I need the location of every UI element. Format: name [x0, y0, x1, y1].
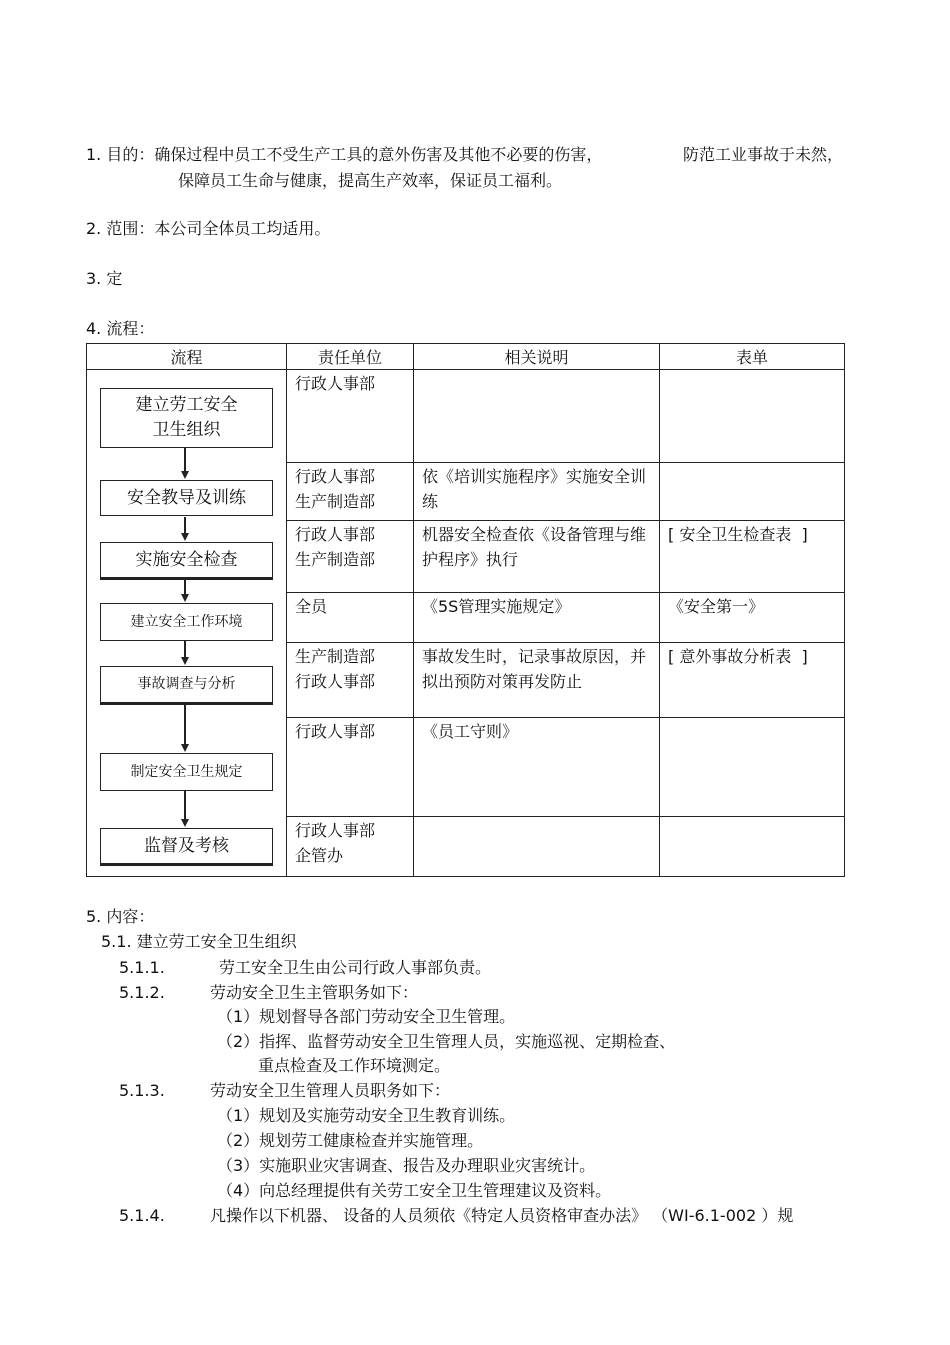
- flow-step-box: 安全教导及训练: [100, 480, 273, 516]
- list-item: （3）实施职业灾害调查、报告及办理职业灾害统计。: [217, 1156, 596, 1175]
- list-item: （2）规划劳工健康检查并实施管理。: [217, 1131, 484, 1150]
- flow-step-box: 事故调查与分析: [100, 666, 273, 705]
- row-unit: 行政人事部 生产制造部: [295, 525, 376, 569]
- row-unit: 全员: [295, 597, 328, 616]
- row-desc: [414, 817, 659, 818]
- row-form: [660, 718, 844, 719]
- arrow-down-icon: [181, 533, 189, 541]
- process-heading: 4. 流程：: [86, 319, 155, 338]
- list-item: （2）指挥、监督劳动安全卫生管理人员，实施巡视、定期检查、: [217, 1032, 676, 1051]
- flow-step-box: 实施安全检查: [100, 542, 273, 580]
- definition-line: 3. 定: [86, 269, 123, 288]
- clause-text: 劳动安全卫生主管职务如下：: [210, 983, 419, 1002]
- row-unit: 行政人事部 企管办: [295, 821, 376, 865]
- purpose-line-2: 保障员工生命与健康，提高生产效率，保证员工福利。: [178, 171, 563, 190]
- arrow-down-icon: [181, 819, 189, 827]
- arrow-down-icon: [181, 471, 189, 479]
- row-form: [660, 817, 844, 818]
- clause-number: 5.1.2.: [119, 983, 165, 1002]
- col-header-form: 表单: [660, 344, 845, 370]
- col-header-desc: 相关说明: [414, 344, 660, 370]
- row-unit: 行政人事部: [295, 722, 376, 741]
- clause-number: 5.1.4.: [119, 1206, 165, 1225]
- row-desc: 《员工守则》: [422, 722, 519, 741]
- purpose-line-1: 1. 目的：确保过程中员工不受生产工具的意外伤害及其他不必要的伤害，: [86, 145, 603, 164]
- flow-connector: [184, 705, 186, 745]
- col-header-flow: 流程: [87, 344, 287, 370]
- list-item-continuation: 重点检查及工作环境测定。: [258, 1056, 451, 1075]
- flow-connector: [184, 448, 186, 472]
- flow-step-box: 建立安全工作环境: [100, 603, 273, 641]
- flow-connector: [184, 517, 186, 534]
- purpose-line-1-tail: 防范工业事故于未然，: [683, 145, 844, 164]
- row-form: [ 意外事故分析表 ]: [668, 647, 808, 666]
- subsection-title: 5.1. 建立劳工安全卫生组织: [101, 932, 297, 951]
- row-form: [660, 463, 844, 464]
- list-item: （1）规划及实施劳动安全卫生教育训练。: [217, 1106, 516, 1125]
- row-unit: 行政人事部 生产制造部: [295, 467, 376, 511]
- flow-step-box: 建立劳工安全 卫生组织: [100, 388, 273, 448]
- clause-text: 凡操作以下机器、 设备的人员须依《特定人员资格审查办法》 （WI-6.1-002 ）规: [210, 1206, 794, 1225]
- list-item: （1）规划督导各部门劳动安全卫生管理。: [217, 1007, 516, 1026]
- flow-step-box: 制定安全卫生规定: [100, 753, 273, 791]
- row-unit: 行政人事部: [295, 374, 376, 393]
- row-desc: 《5S管理实施规定》: [422, 597, 571, 616]
- row-unit: 生产制造部 行政人事部: [295, 647, 376, 691]
- flow-connector: [184, 580, 186, 595]
- clause-number: 5.1.1.: [119, 958, 165, 977]
- content-heading: 5. 内容：: [86, 907, 155, 926]
- table-header-row: [87, 344, 845, 370]
- arrow-down-icon: [181, 744, 189, 752]
- row-desc: 事故发生时，记录事故原因，并拟出预防对策再发防止: [422, 647, 647, 691]
- row-desc: 机器安全检查依《设备管理与维护程序》执行: [422, 525, 647, 569]
- row-desc: [414, 370, 659, 371]
- clause-number: 5.1.3.: [119, 1081, 165, 1100]
- col-header-unit: 责任单位: [287, 344, 414, 370]
- scope-line: 2. 范围：本公司全体员工均适用。: [86, 219, 331, 238]
- flow-connector: [184, 791, 186, 820]
- clause-text: 劳工安全卫生由公司行政人事部负责。: [219, 958, 492, 977]
- row-form: 《安全第一》: [668, 597, 765, 616]
- arrow-down-icon: [181, 594, 189, 602]
- row-form: [ 安全卫生检查表 ]: [668, 525, 808, 544]
- flow-connector: [184, 641, 186, 658]
- row-desc: 依《培训实施程序》实施安全训练: [422, 467, 647, 511]
- clause-text: 劳动安全卫生管理人员职务如下：: [210, 1081, 451, 1100]
- arrow-down-icon: [181, 657, 189, 665]
- list-item: （4）向总经理提供有关劳工安全卫生管理建议及资料。: [217, 1181, 612, 1200]
- row-form: [660, 370, 844, 371]
- flow-step-box: 监督及考核: [100, 828, 273, 866]
